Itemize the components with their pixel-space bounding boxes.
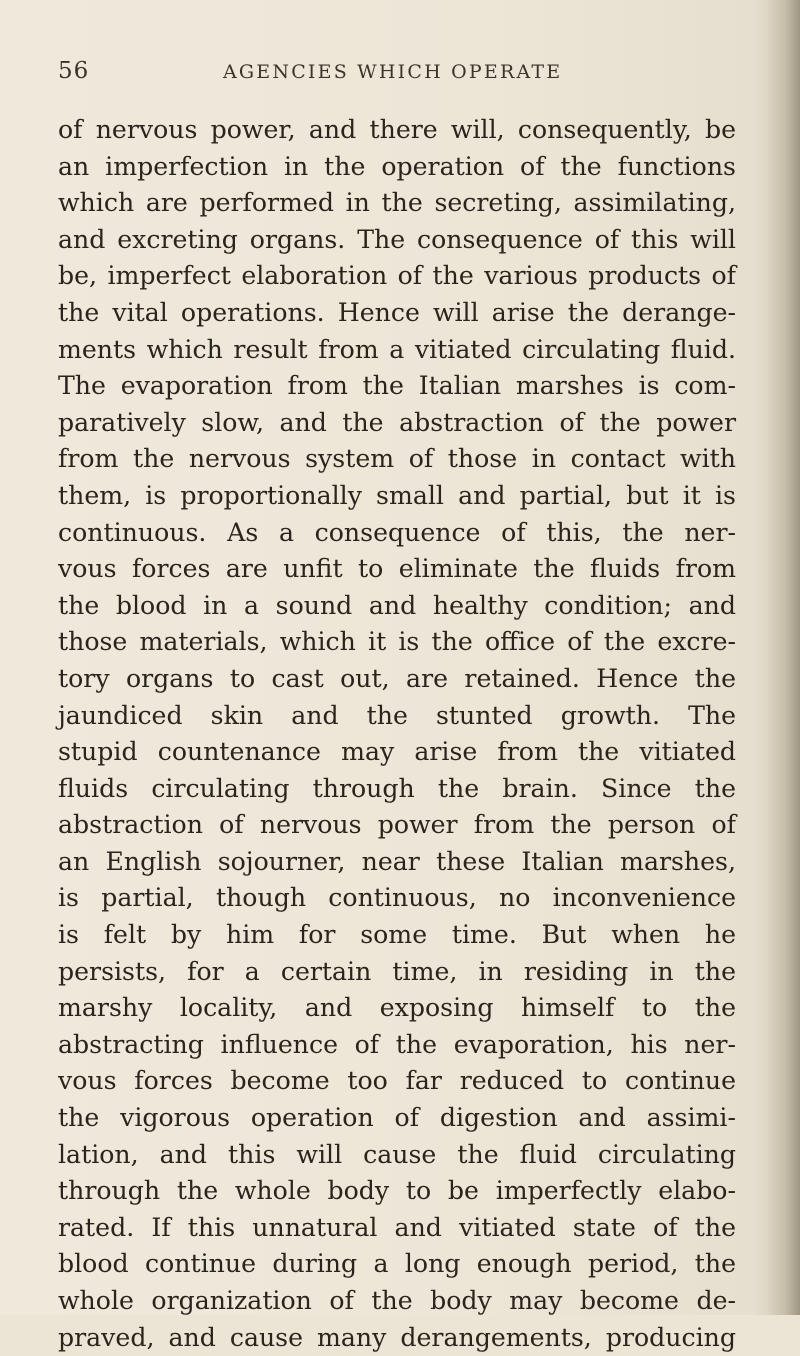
text-line: fluids circulating through the brain. Since the <box>58 773 736 803</box>
text-line: be, imperfect elaboration of the various products of <box>58 261 736 291</box>
text-line: which are performed in the secreting, assimilating, <box>58 188 736 218</box>
text-line: praved, and cause many derangements, producing <box>58 1322 736 1352</box>
text-line: continuous. As a consequence of this, the ner- <box>58 517 736 547</box>
text-line: the vigorous operation of digestion and assimi- <box>58 1103 736 1133</box>
text-line: ments which result from a vitiated circulating fluid. <box>58 334 736 364</box>
text-line: lation, and this will cause the fluid circulating <box>58 1139 736 1169</box>
text-line: and excreting organs. The consequence of this will <box>58 224 736 254</box>
page-number: 56 <box>58 58 90 84</box>
text-line: marshy locality, and exposing himself to the <box>58 993 736 1023</box>
text-line: is partial, though continuous, no inconvenience <box>58 883 736 913</box>
text-line: the vital operations. Hence will arise the derange- <box>58 297 736 327</box>
text-line: jaundiced skin and the stunted growth. The <box>58 700 736 730</box>
text-line: those materials, which it is the office of the excre- <box>58 627 736 657</box>
running-title: AGENCIES WHICH OPERATE <box>223 61 563 83</box>
text-line: abstraction of nervous power from the person of <box>58 810 736 840</box>
text-line: persists, for a certain time, in residing in the <box>58 956 736 986</box>
text-line: tory organs to cast out, are retained. Hence the <box>58 663 736 693</box>
text-line: an imperfection in the operation of the functions <box>58 151 736 181</box>
text-line: the blood in a sound and healthy condition; and <box>58 590 736 620</box>
text-line: an English sojourner, near these Italian marshes, <box>58 846 736 876</box>
running-head <box>58 58 758 88</box>
text-line: blood continue during a long enough period, the <box>58 1249 736 1279</box>
text-line: stupid countenance may arise from the vitiated <box>58 737 736 767</box>
text-line: The evaporation from the Italian marshes is com- <box>58 371 736 401</box>
text-line: is felt by him for some time. But when he <box>58 920 736 950</box>
text-line: paratively slow, and the abstraction of the power <box>58 407 736 437</box>
text-line: through the whole body to be imperfectly elabo- <box>58 1176 736 1206</box>
body-text <box>58 112 736 1356</box>
text-line: abstracting influence of the evaporation, his ner- <box>58 1029 736 1059</box>
text-line: whole organization of the body may become de- <box>58 1286 736 1315</box>
page-edge-shadow <box>766 0 800 1315</box>
text-line: vous forces are unfit to eliminate the fluids from <box>58 554 736 584</box>
text-line: rated. If this unnatural and vitiated state of the <box>58 1212 736 1242</box>
text-line: of nervous power, and there will, consequently, be <box>58 115 736 144</box>
text-line: them, is proportionally small and partial, but it is <box>58 480 736 510</box>
text-line: vous forces become too far reduced to continue <box>58 1066 736 1096</box>
text-line: from the nervous system of those in contact with <box>58 444 736 474</box>
